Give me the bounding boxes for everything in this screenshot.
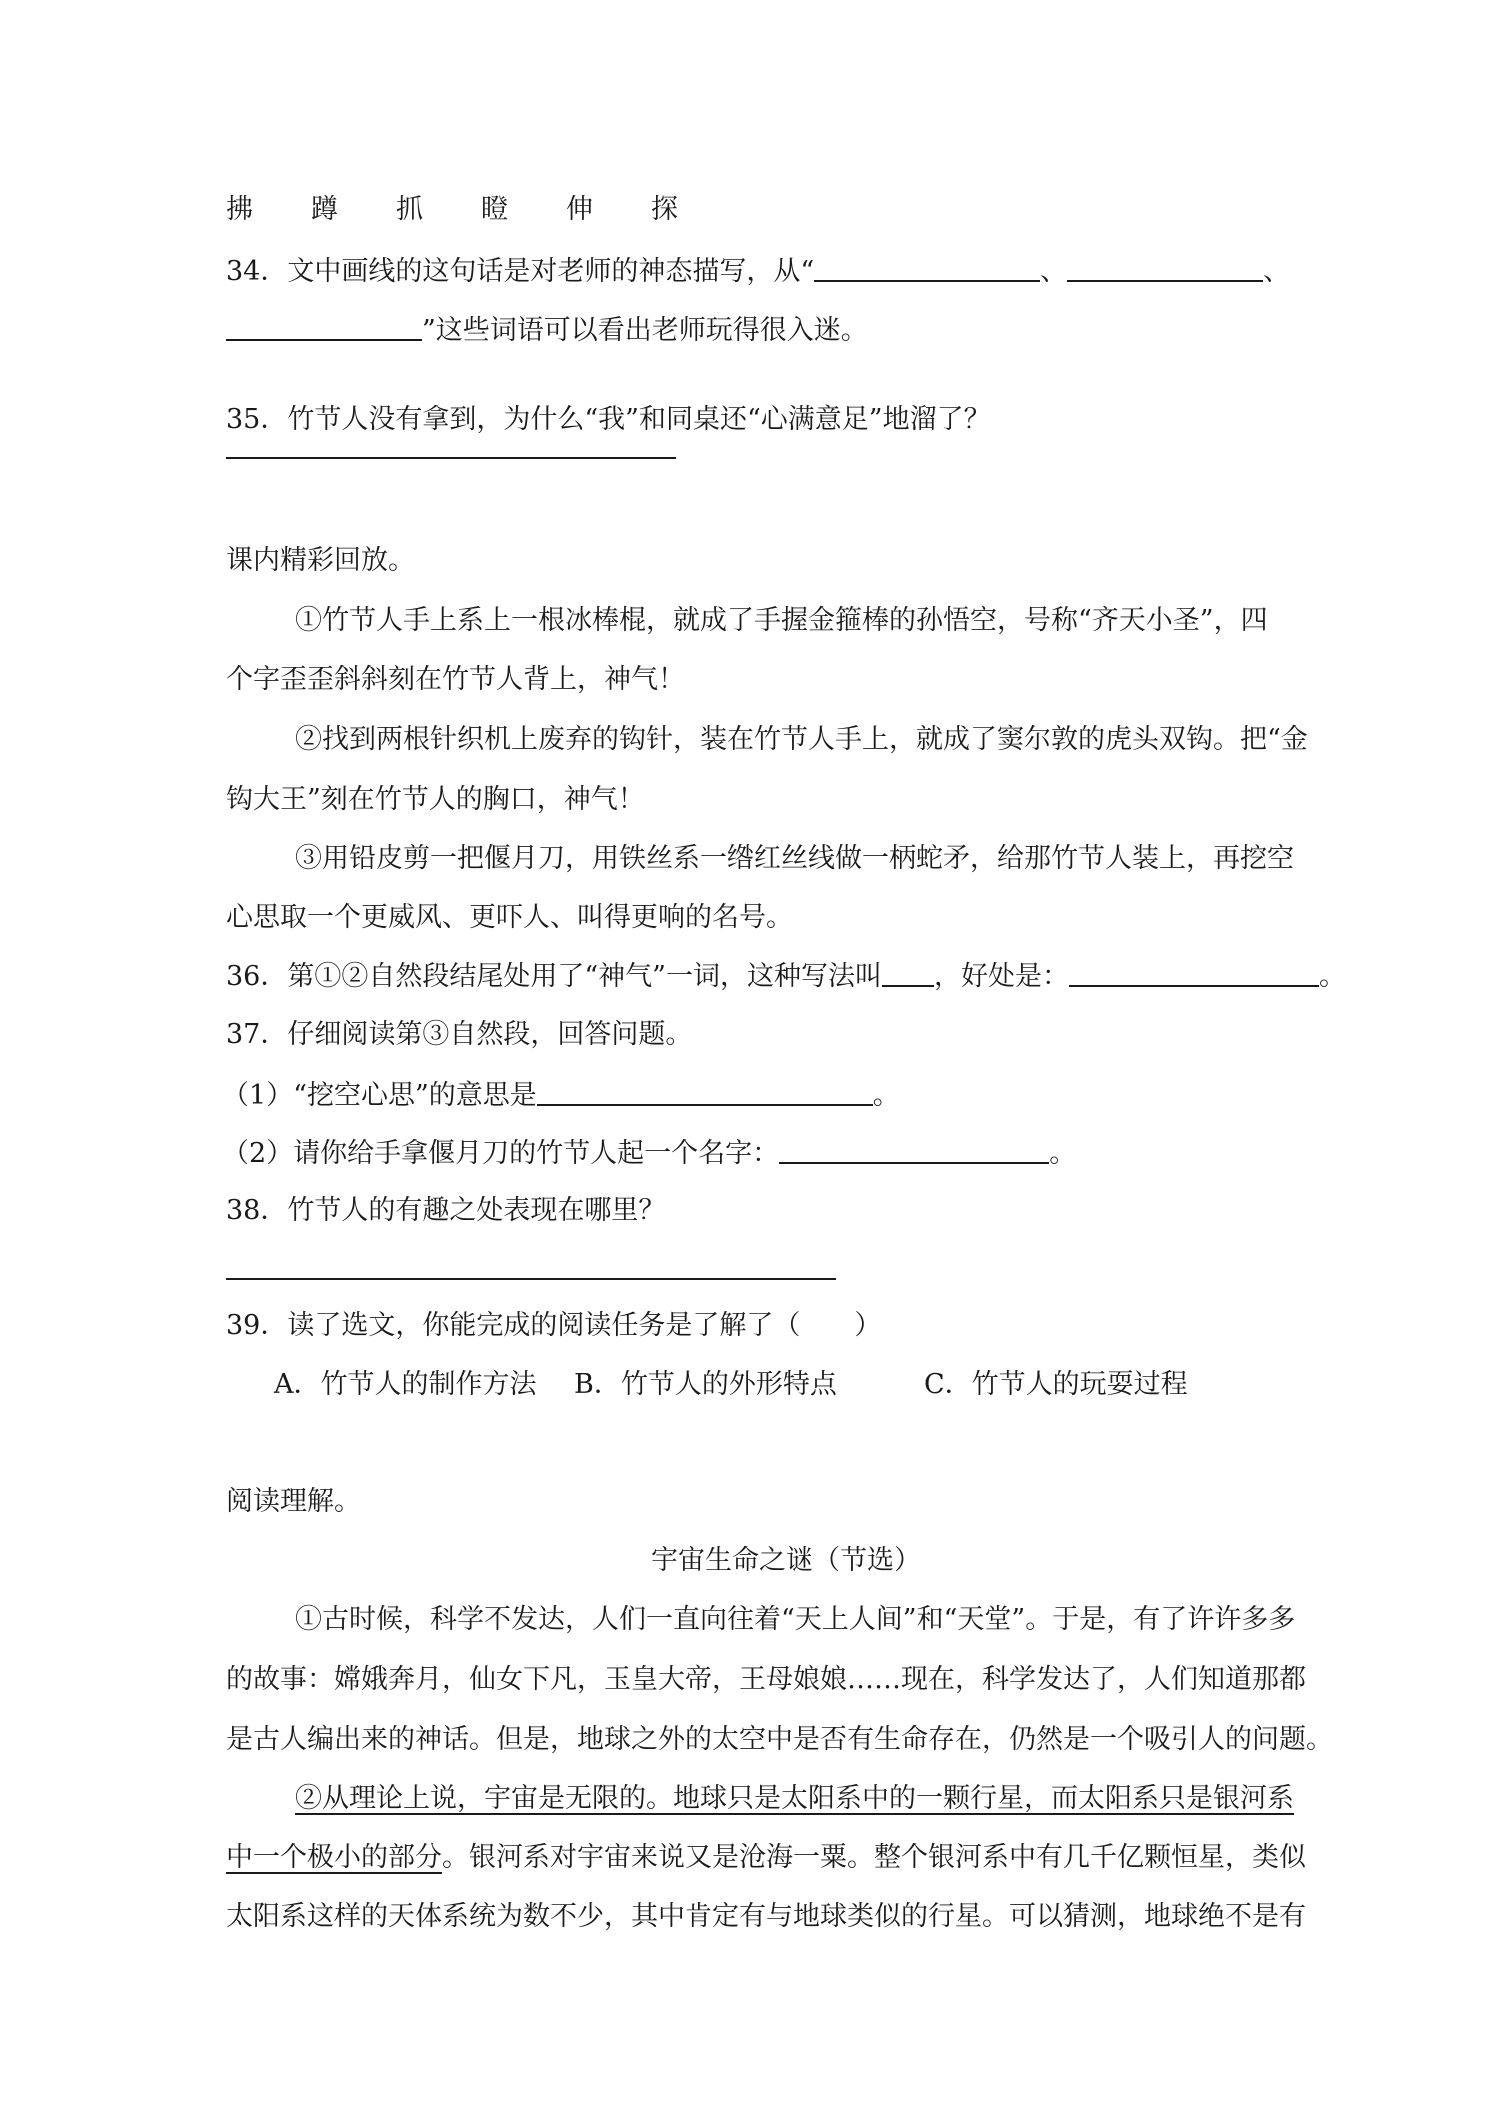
passage-line xyxy=(226,1838,1306,1878)
period: 。 xyxy=(1318,961,1346,992)
answer-blank[interactable] xyxy=(537,1074,873,1106)
passage-line: 的故事：嫦娥奔月，仙女下凡，玉皇大帝，王母娘娘……现在，科学发达了，人们知道那都 xyxy=(226,1664,1306,1695)
word: 伸 xyxy=(566,194,593,225)
passage-title: 宇宙生命之谜（节选） xyxy=(651,1545,921,1576)
question-text: 文中画线的这句话是对老师的神态描写，从“ xyxy=(287,256,815,287)
question-number: 35． xyxy=(226,404,288,435)
options xyxy=(274,1365,1188,1405)
passage-line: ①古时候，科学不发达，人们一直向往着“天上人间”和“天堂”。于是，有了许许多多 xyxy=(295,1604,1296,1635)
question-37 xyxy=(226,1015,692,1055)
question-number: 37． xyxy=(226,1019,288,1050)
question-text: （2）请你给手拿偃月刀的竹节人起一个名字： xyxy=(222,1138,780,1169)
question-35 xyxy=(226,400,991,440)
answer-blank[interactable] xyxy=(814,250,1040,282)
separator: 、 xyxy=(1263,256,1291,287)
passage-line-underlined: ②从理论上说，宇宙是无限的。地球只是太阳系中的一颗行星，而太阳系只是银河系 xyxy=(295,1783,1294,1814)
passage-line: ①竹节人手上系上一根冰棒棍，就成了手握金箍棒的孙悟空，号称“齐天小圣”，四 xyxy=(295,605,1268,636)
question-34-cont xyxy=(226,309,868,351)
question-36 xyxy=(226,955,1346,997)
question-text: 读了选文，你能完成的阅读任务是了解了（ ） xyxy=(287,1310,882,1341)
answer-blank[interactable] xyxy=(779,1132,1049,1164)
passage-text: 。银河系对宇宙来说又是沧海一粟。整个银河系中有几千亿颗恒星，类似 xyxy=(442,1842,1306,1873)
question-text: 竹节人没有拿到，为什么“我”和同桌还“心满意足”地溜了？ xyxy=(287,404,991,435)
answer-blank[interactable] xyxy=(1067,250,1263,282)
passage-line: 个字歪歪斜斜刻在竹节人背上，神气！ xyxy=(226,664,685,695)
answer-line[interactable] xyxy=(226,1278,836,1280)
word: 探 xyxy=(651,194,678,225)
option-a[interactable]: A．竹节人的制作方法 xyxy=(274,1369,537,1400)
question-37-1 xyxy=(222,1074,900,1116)
question-38 xyxy=(226,1191,665,1231)
question-number: 34． xyxy=(226,256,288,287)
answer-line[interactable] xyxy=(226,457,676,459)
word: 抓 xyxy=(396,194,423,225)
passage-line: 是古人编出来的神话。但是，地球之外的太空中是否有生命存在，仍然是一个吸引人的问题。 xyxy=(226,1724,1333,1755)
word: 瞪 xyxy=(481,194,508,225)
answer-blank[interactable] xyxy=(226,309,422,341)
passage-line: ②找到两根针织机上废弃的钩针，装在竹节人手上，就成了窦尔敦的虎头双钩。把“金 xyxy=(295,724,1308,755)
section-title: 课内精彩回放。 xyxy=(226,545,415,576)
passage-line: 心思取一个更威风、更吓人、叫得更响的名号。 xyxy=(226,902,793,933)
separator: 、 xyxy=(1040,256,1068,287)
question-text: 仔细阅读第③自然段，回答问题。 xyxy=(287,1019,693,1050)
question-39 xyxy=(226,1306,881,1346)
word-bank xyxy=(226,190,736,230)
question-34 xyxy=(226,250,1290,292)
question-text: 第①②自然段结尾处用了“神气”一词，这种写法叫 xyxy=(287,961,882,992)
question-number: 36． xyxy=(226,961,288,992)
question-37-2 xyxy=(222,1132,1076,1174)
question-text: ，好处是： xyxy=(933,961,1069,992)
period: 。 xyxy=(1049,1138,1077,1169)
question-text: ”这些词语可以看出老师玩得很入迷。 xyxy=(422,315,868,346)
passage-line: ③用铅皮剪一把偃月刀，用铁丝系一绺红丝线做一柄蛇矛，给那竹节人装上，再挖空 xyxy=(295,843,1294,874)
period: 。 xyxy=(872,1080,900,1111)
question-text: 竹节人的有趣之处表现在哪里？ xyxy=(287,1195,666,1226)
passage-line: 钩大王”刻在竹节人的胸口，神气！ xyxy=(226,784,645,815)
answer-blank[interactable] xyxy=(882,955,934,987)
underlined-text: 中一个极小的部分 xyxy=(226,1842,442,1873)
word: 蹲 xyxy=(311,194,338,225)
question-text: （1）“挖空心思”的意思是 xyxy=(222,1080,537,1111)
question-number: 38． xyxy=(226,1195,288,1226)
option-b[interactable]: B．竹节人的外形特点 xyxy=(574,1369,837,1400)
passage-line: 太阳系这样的天体系统为数不少，其中肯定有与地球类似的行星。可以猜测，地球绝不是有 xyxy=(226,1901,1306,1932)
answer-blank[interactable] xyxy=(1069,955,1319,987)
word: 拂 xyxy=(226,194,253,225)
section-title: 阅读理解。 xyxy=(226,1486,361,1517)
question-number: 39． xyxy=(226,1310,288,1341)
option-c[interactable]: C．竹节人的玩耍过程 xyxy=(924,1369,1188,1400)
